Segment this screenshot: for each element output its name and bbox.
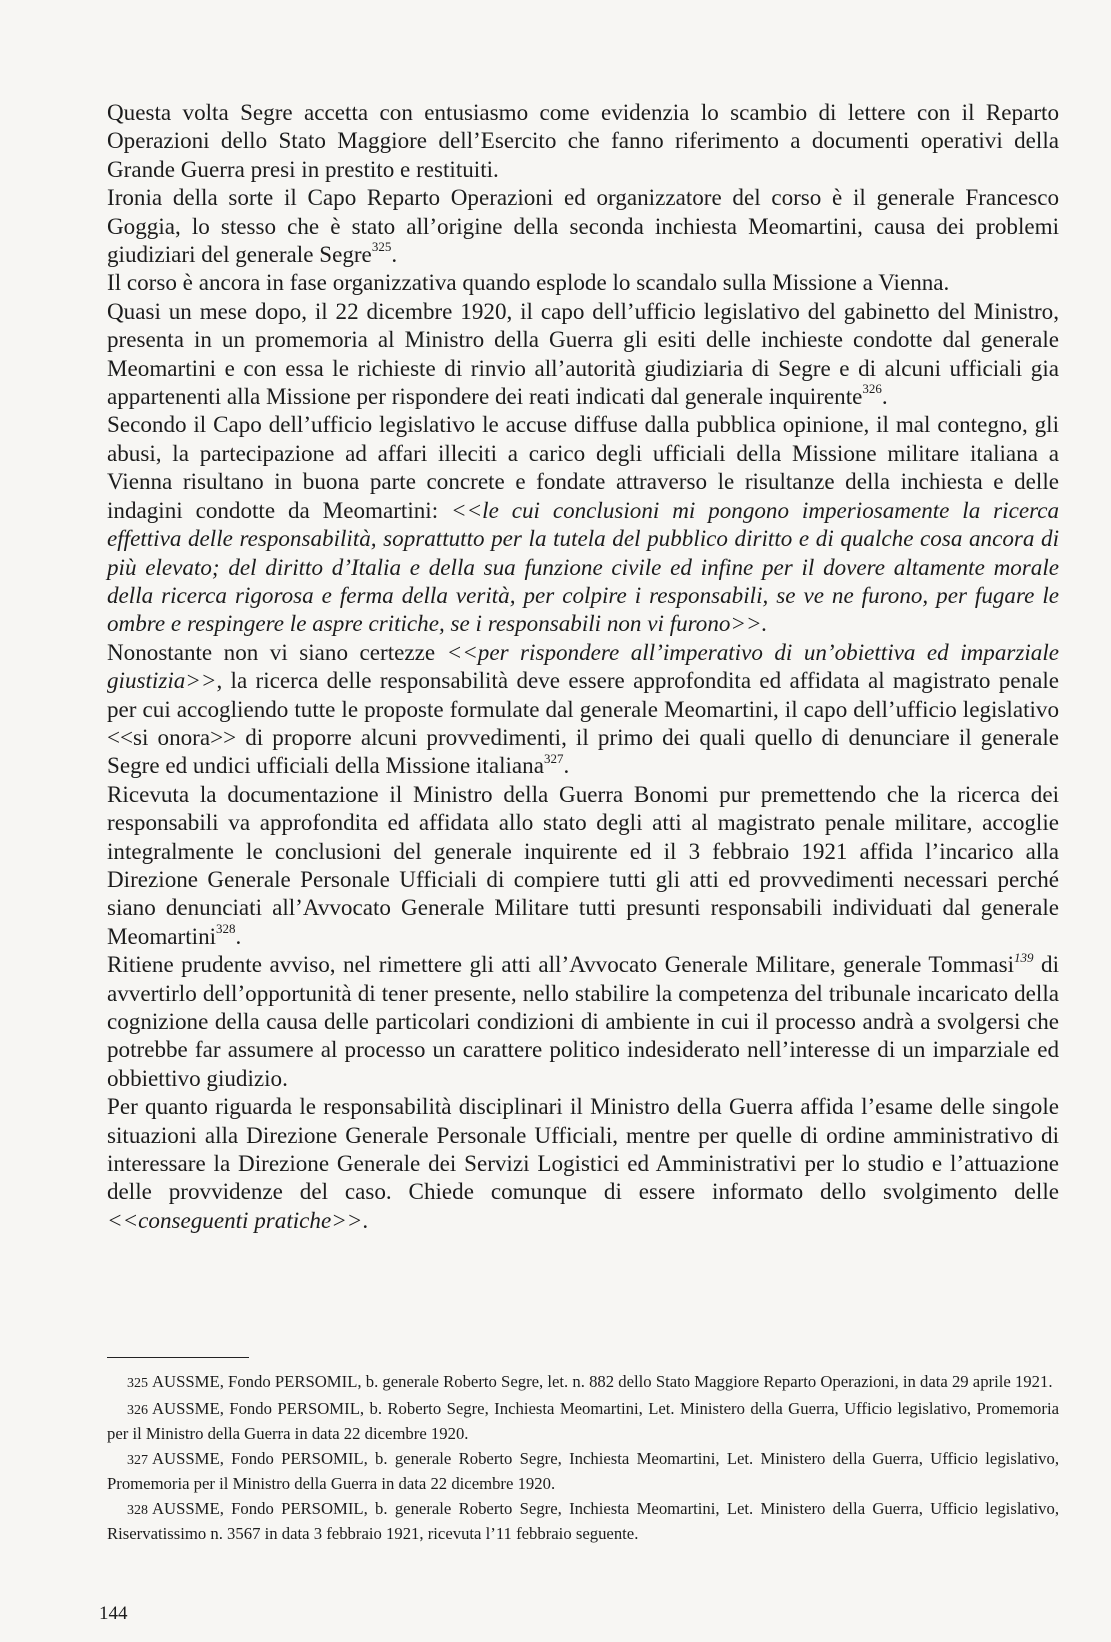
paragraph-text: Ironia della sorte il Capo Reparto Operazioni ed organizzatore del corso è il generale Francesco Goggia, lo stesso che è stato all’origine della seconda inchiesta Meomartini, causa dei problemi giudiziari del generale Segre [107, 184, 1059, 268]
footnote [107, 1370, 1059, 1395]
paragraph-text: Ritiene prudente avviso, nel rimettere gli atti all’Avvocato Generale Militare, generale Tommasi [107, 951, 1015, 978]
paragraph-text: Nonostante non vi siano certezze [107, 638, 447, 665]
paragraph [107, 1092, 1059, 1234]
paragraph [107, 98, 1059, 183]
footnote-reference: 326 [862, 381, 882, 397]
page-number: 144 [99, 1603, 128, 1624]
body-text [107, 98, 1059, 1234]
paragraph-text: . [235, 922, 242, 949]
footnote-reference: 328 [216, 921, 236, 937]
footnote [107, 1497, 1059, 1545]
paragraph [107, 780, 1059, 950]
footnote-text: AUSSME, Fondo PERSOMIL, b. generale Roberto Segre, let. n. 882 dello Stato Maggiore Reparto Operazioni, in data 29 aprile 1921. [152, 1372, 1053, 1391]
paragraph-text: , la ricerca delle responsabilità deve essere approfondita ed affidata al magistrato penale per cui accogliendo tutte le proposte formulate dal generale Meomartini, il capo dell’ufficio legislativo <<si onora>> di proporre alcuni provvedimenti, il primo dei quali quello di denunciare il generale Segre ed undici ufficiali della Missione italiana [107, 667, 1059, 779]
footnote-number: 328 [127, 1503, 148, 1518]
paragraph-text: Il corso è ancora in fase organizzativa quando esplode lo scandalo sulla Missione a Vienna. [107, 269, 950, 296]
paragraph [107, 638, 1059, 780]
paragraph [107, 410, 1059, 637]
paragraph-text: Ricevuta la documentazione il Ministro della Guerra Bonomi pur premettendo che la ricerca dei responsabili va approfondita ed affidata allo stato degli atti al magistrato penale militare, accoglie integralmente le conclusioni del generale inquirente ed il 3 febbraio 1921 affida l’incarico alla Direzione Generale Personale Ufficiali di compiere tutti gli atti ed provvedimenti necessari perché siano denunciati all’Avvocato Generale Militare tutti presunti responsabili individuati dal generale Meomartini [107, 780, 1059, 949]
footnote-reference: 325 [371, 239, 392, 255]
quoted-text: <<le cui conclusioni mi pongono imperiosamente la ricerca effettiva delle responsabilità, soprattutto per la tutela del pubblico diritto e di qualche cosa ancora di più elevato; del diritto d’Italia e della sua funzione civile ed infine per il dovere altamente morale della ricerca rigorosa e ferma della verità, per colpire i responsabili, se ve ne furono, per fugare le ombre e respingere le aspre critiche, se i responsabili non vi furono>>. [107, 496, 1059, 637]
paragraph-text: Questa volta Segre accetta con entusiasmo come evidenzia lo scambio di lettere con il Reparto Operazioni dello Stato Maggiore dell’Esercito che fanno riferimento a documenti operativi della Grande Guerra presi in prestito e restituiti. [107, 99, 1059, 182]
quoted-text: <<per rispondere all’imperativo di un’obiettiva ed imparziale giustizia>> [107, 638, 1059, 694]
paragraph-text: . [362, 1206, 369, 1233]
footnotes [107, 1370, 1059, 1547]
paragraph-text: . [881, 383, 888, 410]
footnote-text: AUSSME, Fondo PERSOMIL, b. generale Roberto Segre, Inchiesta Meomartini, Let. Ministero della Guerra, Ufficio legislativo, Riservatissimo n. 3567 in data 3 febbraio 1921, ricevuta l’11 febbraio seguente. [107, 1499, 1059, 1543]
footnote-text: AUSSME, Fondo PERSOMIL, b. Roberto Segre, Inchiesta Meomartini, Let. Ministero della Guerra, Ufficio legislativo, Promemoria per il Ministro della Guerra in data 22 dicembre 1920. [107, 1399, 1059, 1443]
footnote [107, 1447, 1059, 1495]
footnote-reference: 327 [543, 750, 564, 766]
paragraph-text: . [563, 752, 570, 779]
paragraph-text: Per quanto riguarda le responsabilità disciplinari il Ministro della Guerra affida l’esame delle singole situazioni alla Direzione Generale Personale Ufficiali, mentre per quelle di ordine amministrativo di interessare la Direzione Generale dei Servizi Logistici ed Amministrativi per lo studio e l’attuazione delle provvidenze del caso. Chiede comunque di essere informato dello svolgimento delle [107, 1093, 1059, 1205]
paragraph [107, 268, 1059, 296]
footnote-number: 325 [127, 1376, 148, 1391]
paragraph-text: Secondo il Capo dell’ufficio legislativo le accuse diffuse dalla pubblica opinione, il mal contegno, gli abusi, la partecipazione ad affari illeciti a carico degli ufficiali della Missione militare italiana a Vienna risultano in buona parte concrete e fondate attraverso le risultanze della inchiesta e delle indagini condotte da Meomartini: [107, 411, 1059, 523]
footnote-separator [107, 1357, 249, 1358]
paragraph-text: . [391, 241, 398, 268]
footnote-reference: 139 [1014, 949, 1034, 965]
paragraph [107, 950, 1059, 1092]
footnote-number: 326 [127, 1403, 148, 1418]
paragraph-text: Quasi un mese dopo, il 22 dicembre 1920, il capo dell’ufficio legislativo del gabinetto del Ministro, presenta in un promemoria al Ministro della Guerra gli esiti delle inchieste condotte dal generale Meomartini e con essa le richieste di rinvio all’autorità giudiziaria di Segre e di alcuni ufficiali gia appartenenti alla Missione per rispondere dei reati indicati dal generale inquirente [107, 297, 1059, 410]
quoted-text: <<conseguenti pratiche>> [107, 1206, 363, 1233]
paragraph-text: di avvertirlo dell’opportunità di tener presente, nello stabilire la competenza del tribunale incaricato della cognizione della causa delle particolari condizioni di ambiente in cui il processo andrà a svolgersi che potrebbe far assumere al processo un carattere politico indesiderato nell’interesse di un imparziale ed obbiettivo giudizio. [107, 951, 1059, 1091]
paragraph [107, 297, 1059, 411]
footnote [107, 1397, 1059, 1445]
footnote-number: 327 [127, 1453, 148, 1468]
footnote-text: AUSSME, Fondo PERSOMIL, b. generale Roberto Segre, Inchiesta Meomartini, Let. Ministero della Guerra, Ufficio legislativo, Promemoria per il Ministro della Guerra in data 22 dicembre 1920. [107, 1449, 1059, 1493]
paragraph [107, 183, 1059, 268]
